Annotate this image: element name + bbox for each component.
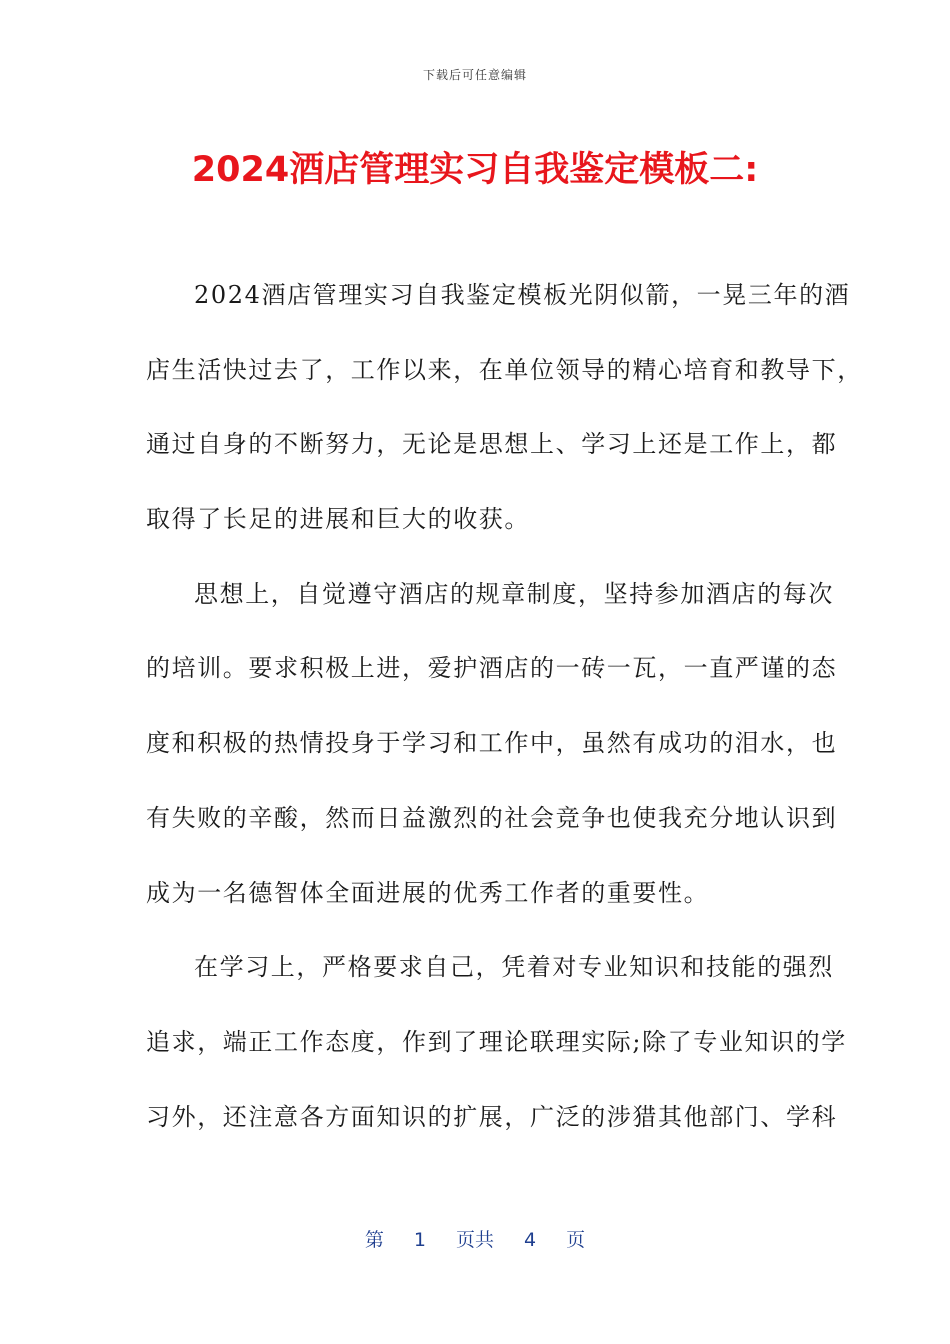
page-footer <box>0 1225 950 1252</box>
body-line: 追求，端正工作态度，作到了理论联理实际;除了专业知识的学 <box>146 1027 847 1056</box>
body-line: 2024酒店管理实习自我鉴定模板光阴似箭，一晃三年的酒 <box>194 281 851 309</box>
body-line: 习外，还注意各方面知识的扩展，广泛的涉猎其他部门、学科 <box>146 1102 838 1131</box>
header-note: 下载后可任意编辑 <box>422 68 527 82</box>
body-line: 的培训。要求积极上进，爱护酒店的一砖一瓦，一直严谨的态 <box>146 654 838 683</box>
document-body <box>146 258 863 1154</box>
body-line: 思想上，自觉遵守酒店的规章制度，坚持参加酒店的每次 <box>194 579 834 608</box>
footer-total-pages: 4 <box>524 1229 537 1251</box>
footer-page-mid: 页共 <box>455 1229 494 1251</box>
body-line: 取得了长足的进展和巨大的收获。 <box>146 505 530 534</box>
body-line: 度和积极的热情投身于学习和工作中，虽然有成功的泪水，也 <box>146 729 838 758</box>
body-line: 有失败的辛酸，然而日益激烈的社会竞争也使我充分地认识到 <box>146 803 838 832</box>
body-line: 店生活快过去了，工作以来，在单位领导的精心培育和教导下， <box>146 355 863 384</box>
document-title: 2024酒店管理实习自我鉴定模板二: <box>191 150 759 190</box>
body-line: 成为一名德智体全面进展的优秀工作者的重要性。 <box>146 878 710 907</box>
body-line: 通过自身的不断努力，无论是思想上、学习上还是工作上，都 <box>146 430 838 459</box>
body-line: 在学习上，严格要求自己，凭着对专业知识和技能的强烈 <box>194 953 834 982</box>
footer-page-prefix: 第 <box>364 1229 384 1251</box>
footer-current-page: 1 <box>413 1229 426 1251</box>
footer-page-suffix: 页 <box>566 1229 586 1251</box>
